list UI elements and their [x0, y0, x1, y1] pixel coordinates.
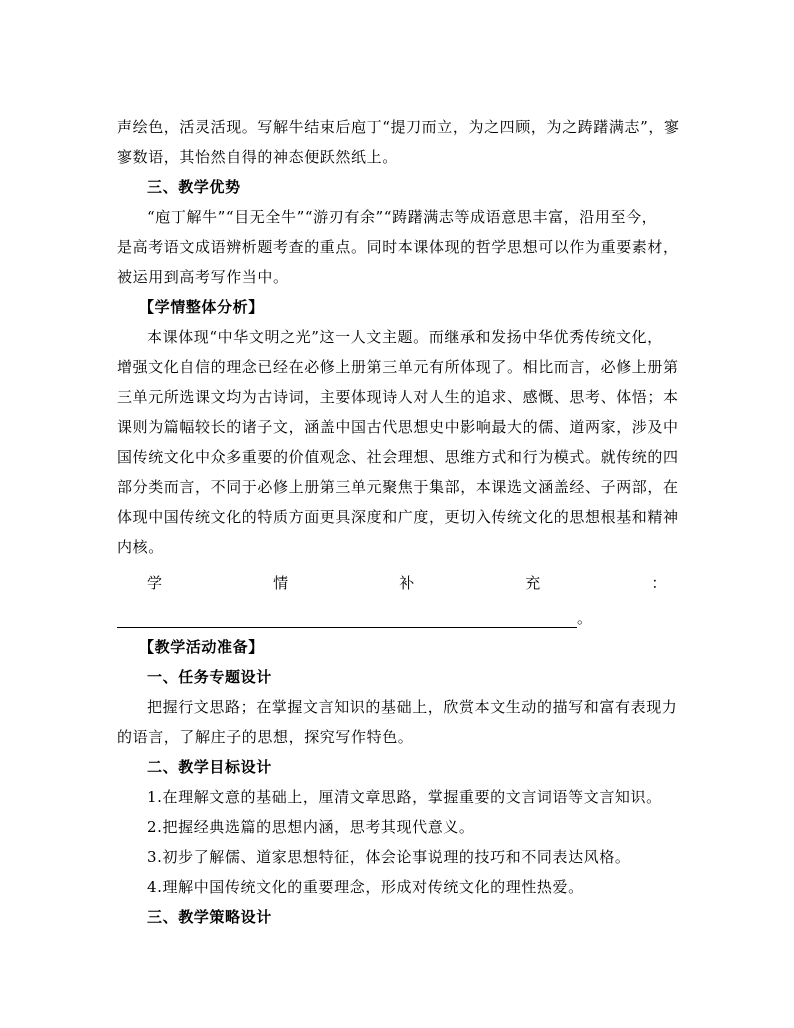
paragraph-line: 是高考语文成语辨析题考查的重点。同时本课体现的哲学思想可以作为重要素材， [117, 238, 679, 256]
document-page [117, 112, 680, 932]
paragraph-line: 声绘色，活灵活现。写解牛结束后庖丁“提刀而立，为之四顾，为之踌躇满志”，寥 [117, 118, 680, 136]
section-heading-goals: 二、教学目标设计 [147, 758, 272, 776]
paragraph-line: 把握行文思路；在掌握文言知识的基础上，欣赏本文生动的描写和富有表现力 [147, 698, 678, 716]
goal-item: 1.在理解文意的基础上，厘清文章思路，掌握重要的文言词语等文言知识。 [147, 788, 662, 806]
paragraph-line: 的语言，了解庄子的思想，探究写作特色。 [117, 728, 414, 746]
goal-item: 2.把握经典选篇的思想内涵，思考其现代意义。 [147, 818, 475, 836]
supplement-char: 学 [147, 574, 163, 592]
supplement-char: 充 [525, 574, 541, 592]
section-heading-activity-prep: 【教学活动准备】 [139, 638, 264, 656]
section-heading-student-analysis: 【学情整体分析】 [139, 298, 264, 316]
fill-in-blank[interactable] [117, 613, 577, 628]
supplement-label [117, 568, 673, 598]
section-heading-advantage: 三、教学优势 [147, 178, 241, 196]
supplement-fill-line[interactable] [117, 598, 673, 628]
paragraph-line: 被运用到高考写作当中。 [117, 268, 289, 286]
paragraph-line: 国传统文化中众多重要的价值观念、社会理想、思维方式和行为模式。就传统的四 [117, 448, 679, 466]
supplement-char: 补 [399, 574, 415, 592]
paragraph-line: 内核。 [117, 538, 164, 556]
paragraph-line: 课则为篇幅较长的诸子文，涵盖中国古代思想史中影响最大的儒、道两家，涉及中 [117, 418, 679, 436]
paragraph-line: 体现中国传统文化的特质方面更具深度和广度，更切入传统文化的思想根基和精神 [117, 508, 679, 526]
goal-item: 3.初步了解儒、道家思想特征，体会论事说理的技巧和不同表达风格。 [147, 848, 631, 866]
paragraph-line: 部分类而言，不同于必修上册第三单元聚焦于集部，本课选文涵盖经、子两部，在 [117, 478, 679, 496]
paragraph-line: 三单元所选课文均为古诗词，主要体现诗人对人生的追求、感慨、思考、体悟；本 [117, 388, 679, 406]
paragraph-line: 寥数语，其怡然自得的神态便跃然纸上。 [117, 148, 398, 166]
supplement-char: 情 [273, 574, 289, 592]
supplement-char: ： [651, 574, 667, 592]
goal-item: 4.理解中国传统文化的重要理念，形成对传统文化的理性热爱。 [147, 878, 584, 896]
section-heading-task-design: 一、任务专题设计 [147, 668, 272, 686]
paragraph-line: 本课体现“中华文明之光”这一人文主题。而继承和发扬中华优秀传统文化， [147, 328, 663, 346]
paragraph-line: “庖丁解牛”“目无全牛”“游刃有余”“踌躇满志等成语意思丰富，沿用至今， [147, 208, 658, 226]
paragraph-line: 增强文化自信的理念已经在必修上册第三单元有所体现了。相比而言，必修上册第 [117, 358, 679, 376]
supplement-end-punct: 。 [577, 609, 593, 627]
section-heading-strategy: 三、教学策略设计 [147, 908, 272, 926]
